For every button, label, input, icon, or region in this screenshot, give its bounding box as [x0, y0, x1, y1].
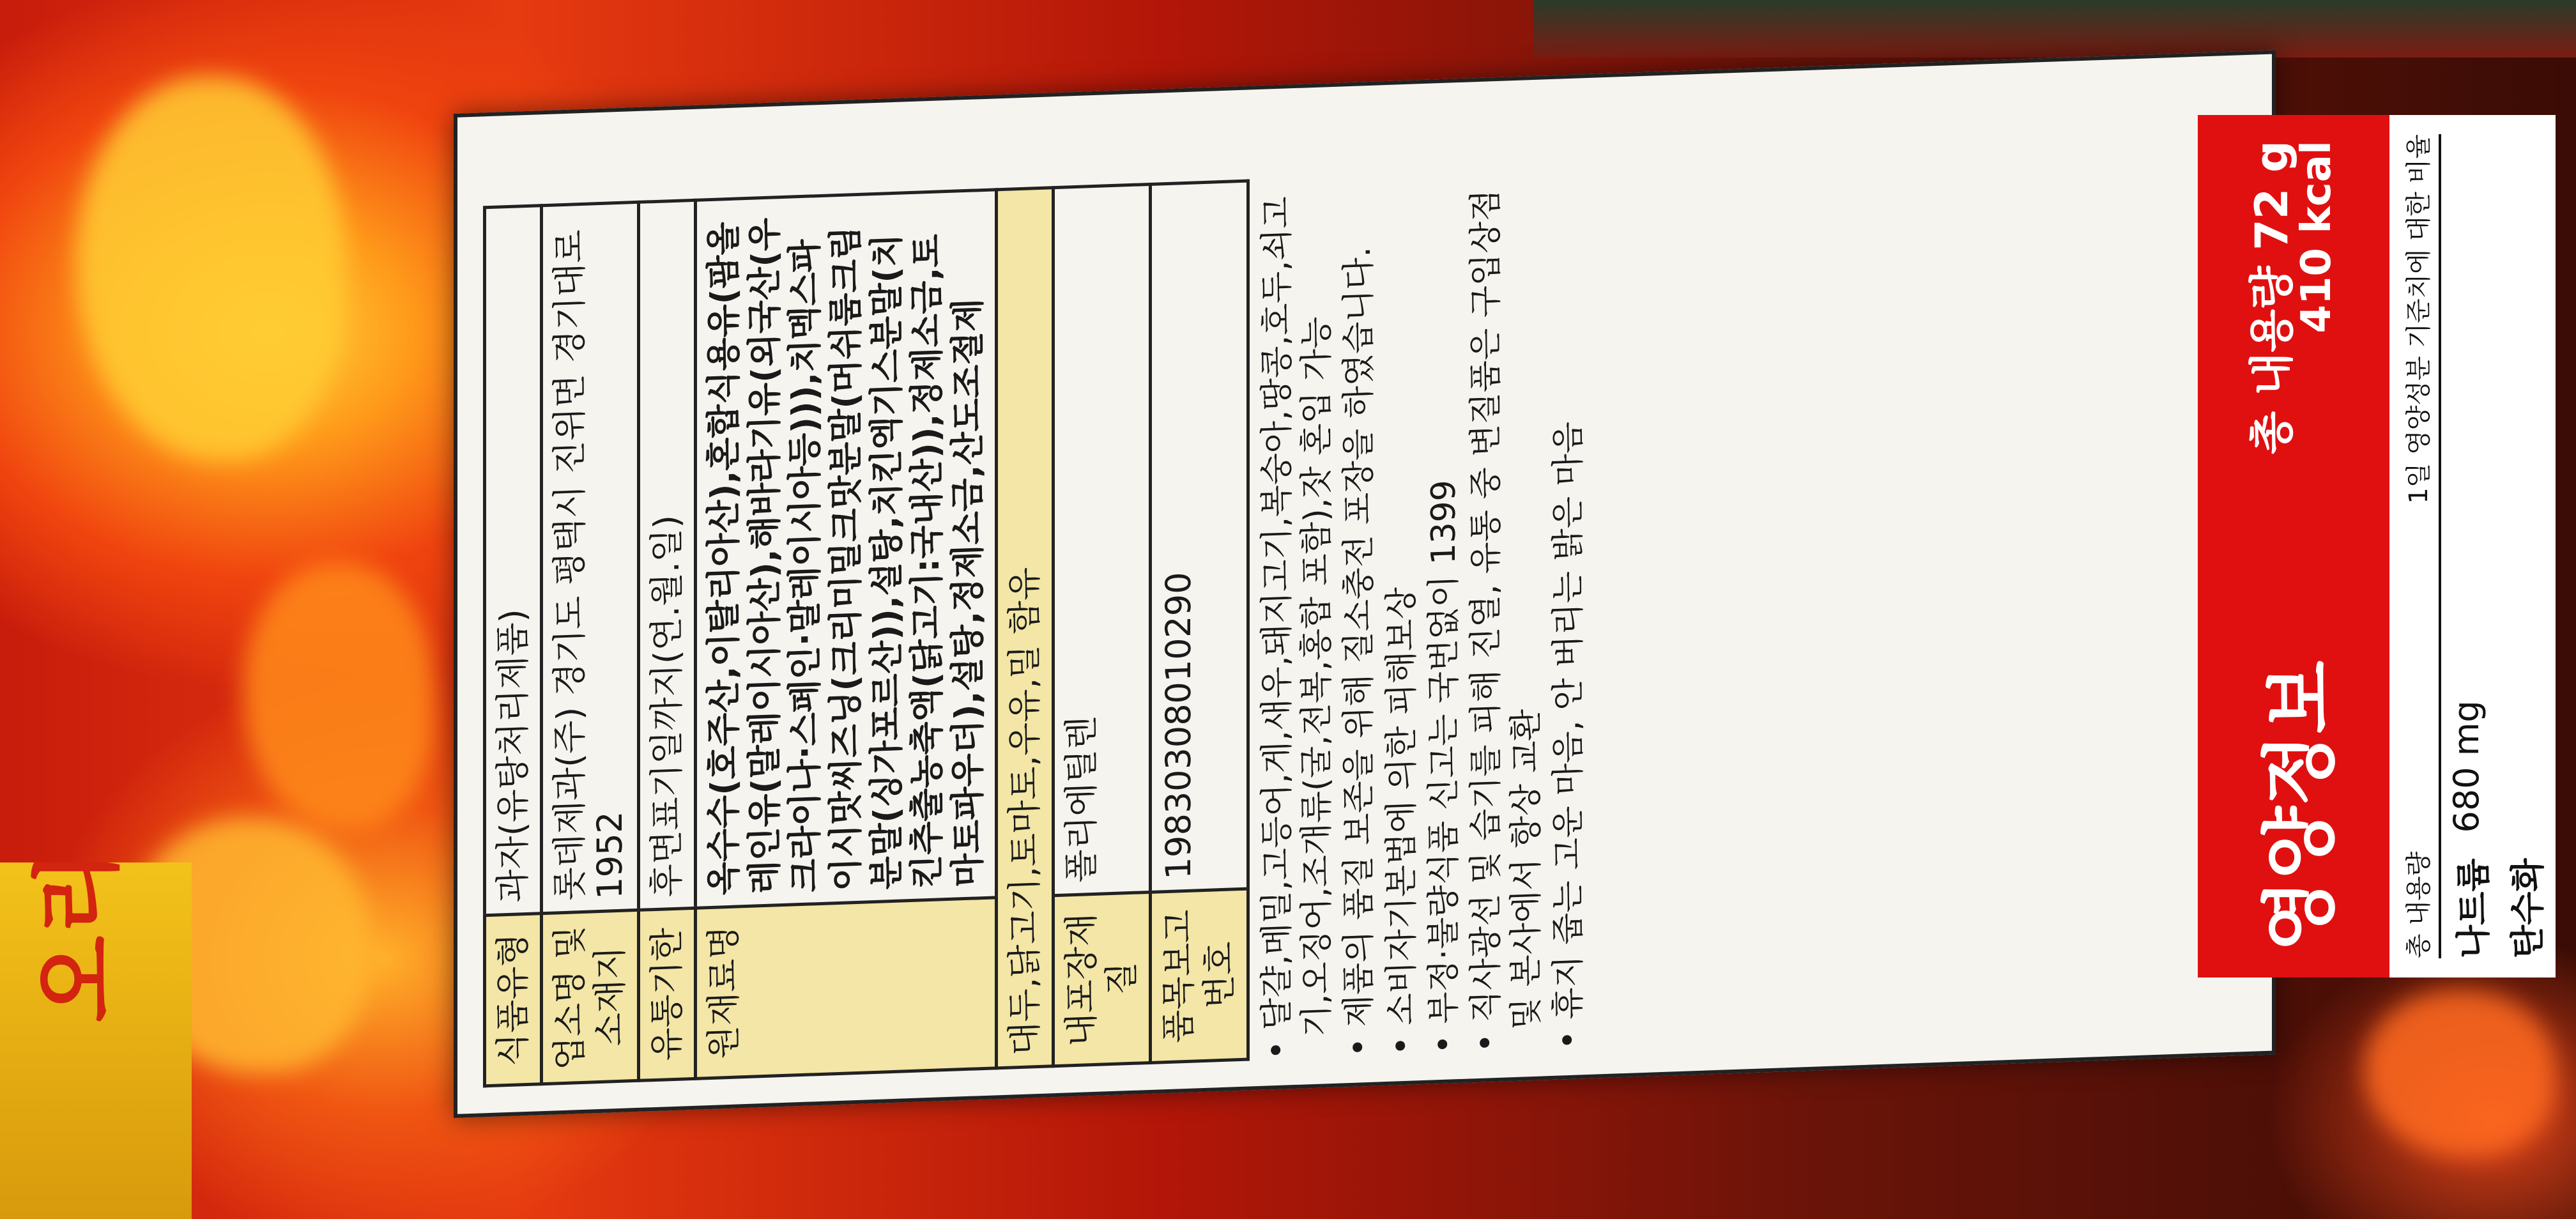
row-value-report-number: 19830308010290 [1151, 181, 1248, 892]
row-head-ingredients: 원재료명 [695, 898, 996, 1078]
note-item: • 휴지 줍는 고운 마음, 안 버리는 밝은 마음 [1549, 420, 1588, 1051]
nutrition-amount [2245, 141, 2341, 455]
table-row [1053, 184, 1150, 1066]
note-item: • 소비자기본법에 의한 피해보상 [1382, 586, 1421, 1057]
row-value-ingredients: 옥수수(호주산,이탈리아산),혼합식용유(팜올레인유(말레이시아산),해바라기유(외국산(우크라이나·스페인·말레이시아등))),치멕스파이시맛씨즈닝(크리미밀크맛분말(머쉬룸크림분말(싱가포르산)),설탕,치킨엑기스분말(치킨추출농축액(닭고기:국내산)),정제소금,토마토파우더),설탕,정제소금,산도조절제 [695, 190, 996, 908]
allergen-info: 대두,닭고기,토마토,우유,밀 함유 [996, 188, 1053, 1068]
row-value-company: 롯데제과(주) 경기도 평택시 진위면 경기대로 1952 [541, 202, 638, 913]
nutrition-basis-row [2398, 134, 2441, 958]
sodium-value: 680 mg [2446, 700, 2487, 833]
nutrition-body [2389, 115, 2559, 977]
table-row [541, 202, 638, 1084]
row-head-company: 업소명 및 소재지 [541, 910, 638, 1084]
row-value-expiry: 후면표기일까지(연.월.일) [639, 200, 696, 910]
row-head-packaging: 내포장재질 [1053, 892, 1150, 1066]
store-shelf [1533, 0, 2576, 57]
row-head-report-number: 품목보고번호 [1151, 889, 1248, 1062]
basis-label: 총 내용량 [2404, 851, 2434, 958]
carb-label: 탄수화 [2508, 858, 2548, 958]
product-info-table [483, 180, 1250, 1088]
nutrition-header [2198, 115, 2389, 977]
label-notes [1257, 167, 1591, 1061]
ingredient-label [454, 50, 2276, 1118]
nutrition-title: 영양정보 [2256, 661, 2344, 952]
row-head-expiry: 유통기한 [639, 908, 696, 1080]
table-row [639, 200, 696, 1080]
note-item: • 달걀,메밀,고등어,게,새우,돼지고기,복숭아,땅콩,호두,쇠고기,오징어,조개류(굴,전복,홍합 포함),잣 혼입 가능 [1257, 195, 1336, 1061]
table-row [485, 206, 542, 1086]
kcal-value: 410 kcal [2293, 141, 2341, 334]
flame-decoration [77, 77, 345, 460]
table-row [996, 188, 1053, 1068]
flame-decoration [243, 562, 434, 831]
sodium-label: 나트륨 [2453, 858, 2494, 958]
note-item: • 부정·불량식품 신고는 국번없이 1399 [1425, 479, 1464, 1055]
label-content [457, 54, 2272, 1114]
row-value-packaging: 폴리에틸렌 [1053, 184, 1150, 895]
row-value-food-type: 과자(유탕처리제품) [485, 206, 542, 916]
total-content: 총 내용량 72 g [2245, 141, 2298, 455]
basis-note: 1일 영양성분 기준치에 대한 비율 [2404, 134, 2434, 504]
note-item: • 제품의 품질 보존을 위해 질소충전 포장을 하였습니다. [1340, 246, 1379, 1058]
table-row [695, 190, 996, 1078]
row-head-food-type: 식품유형 [485, 914, 542, 1086]
nutrition-panel [2198, 115, 2556, 977]
neighbor-snack-text: 오리 [26, 849, 130, 1022]
table-row [1151, 181, 1248, 1062]
flame-decoration [2364, 990, 2556, 1156]
nutrition-sodium-row [2446, 134, 2496, 958]
note-item: • 직사광선 및 습기를 피해 진열, 유통 중 변질품은 구입상점 및 본사에서 항상 교환 [1467, 188, 1545, 1054]
